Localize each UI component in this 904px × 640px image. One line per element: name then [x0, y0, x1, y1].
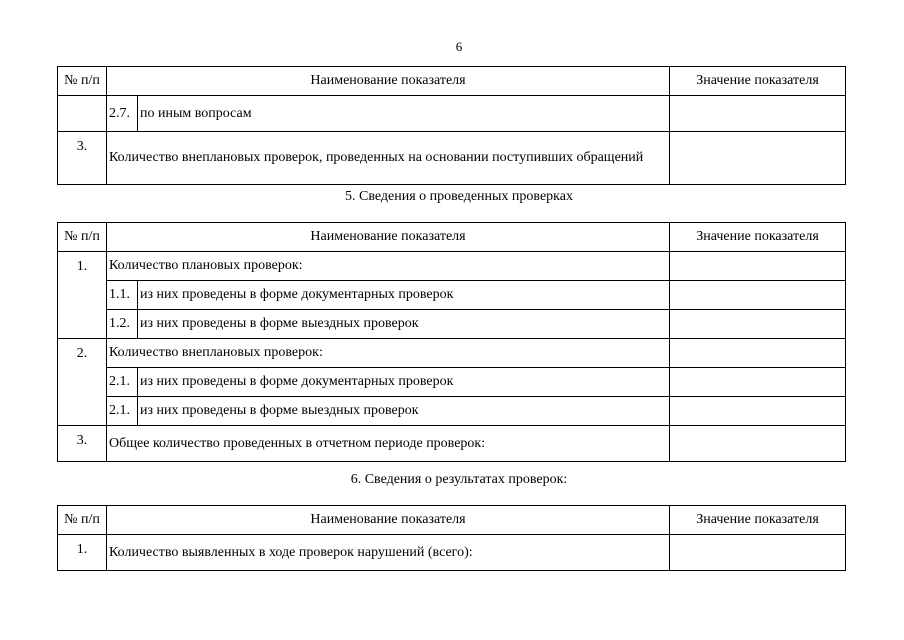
row-label: из них проведены в форме документарных проверок — [138, 368, 670, 397]
value-cell[interactable] — [670, 339, 846, 368]
row-label: из них проведены в форме выездных проверок — [138, 397, 670, 426]
header-name: Наименование показателя — [107, 67, 670, 96]
table-row — [58, 339, 846, 368]
row-label: Общее количество проведенных в отчетном периоде проверок: — [107, 426, 670, 462]
section-6-title: 6. Сведения о результатах проверок: — [350, 472, 568, 487]
header-value: Значение показателя — [670, 223, 846, 252]
row-number: 2. — [58, 339, 107, 426]
table-row — [58, 310, 846, 339]
header-name: Наименование показателя — [107, 506, 670, 535]
header-num: № п/п — [58, 223, 107, 252]
table-row — [58, 426, 846, 462]
inspections-table — [57, 222, 846, 462]
row-number: 1. — [58, 252, 107, 339]
table-header-row — [58, 67, 846, 96]
value-cell[interactable] — [670, 426, 846, 462]
row-label: Количество плановых проверок: — [107, 252, 670, 281]
table-row — [58, 368, 846, 397]
row-label: по иным вопросам — [138, 96, 670, 132]
value-cell[interactable] — [670, 397, 846, 426]
row-number — [58, 96, 107, 132]
value-cell[interactable] — [670, 252, 846, 281]
row-subnumber: 1.1. — [107, 281, 138, 310]
row-label: из них проведены в форме документарных проверок — [138, 281, 670, 310]
header-value: Значение показателя — [670, 67, 846, 96]
table-row — [58, 132, 846, 185]
table-header-row — [58, 223, 846, 252]
row-label: из них проведены в форме выездных проверок — [138, 310, 670, 339]
table-row — [58, 252, 846, 281]
value-cell[interactable] — [670, 281, 846, 310]
table-header-row — [58, 506, 846, 535]
row-subnumber: 2.7. — [107, 96, 138, 132]
header-name: Наименование показателя — [107, 223, 670, 252]
row-label: Количество выявленных в ходе проверок нарушений (всего): — [107, 535, 670, 571]
header-num: № п/п — [58, 67, 107, 96]
table-row — [58, 397, 846, 426]
table-row — [58, 281, 846, 310]
row-subnumber: 2.1. — [107, 397, 138, 426]
row-number: 3. — [58, 426, 107, 462]
value-cell[interactable] — [670, 310, 846, 339]
page-number: 6 — [455, 39, 463, 54]
row-number: 3. — [58, 132, 107, 185]
results-table — [57, 505, 846, 571]
row-subnumber: 2.1. — [107, 368, 138, 397]
section-5-title: 5. Сведения о проведенных проверках — [345, 189, 573, 204]
continuation-table — [57, 66, 846, 185]
table-row — [58, 96, 846, 132]
value-cell[interactable] — [670, 132, 846, 185]
header-value: Значение показателя — [670, 506, 846, 535]
value-cell[interactable] — [670, 96, 846, 132]
row-number: 1. — [58, 535, 107, 571]
table-row — [58, 535, 846, 571]
value-cell[interactable] — [670, 368, 846, 397]
value-cell[interactable] — [670, 535, 846, 571]
header-num: № п/п — [58, 506, 107, 535]
row-subnumber: 1.2. — [107, 310, 138, 339]
row-label: Количество внеплановых проверок: — [107, 339, 670, 368]
row-label: Количество внеплановых проверок, проведенных на основании поступивших обращений — [107, 132, 670, 185]
